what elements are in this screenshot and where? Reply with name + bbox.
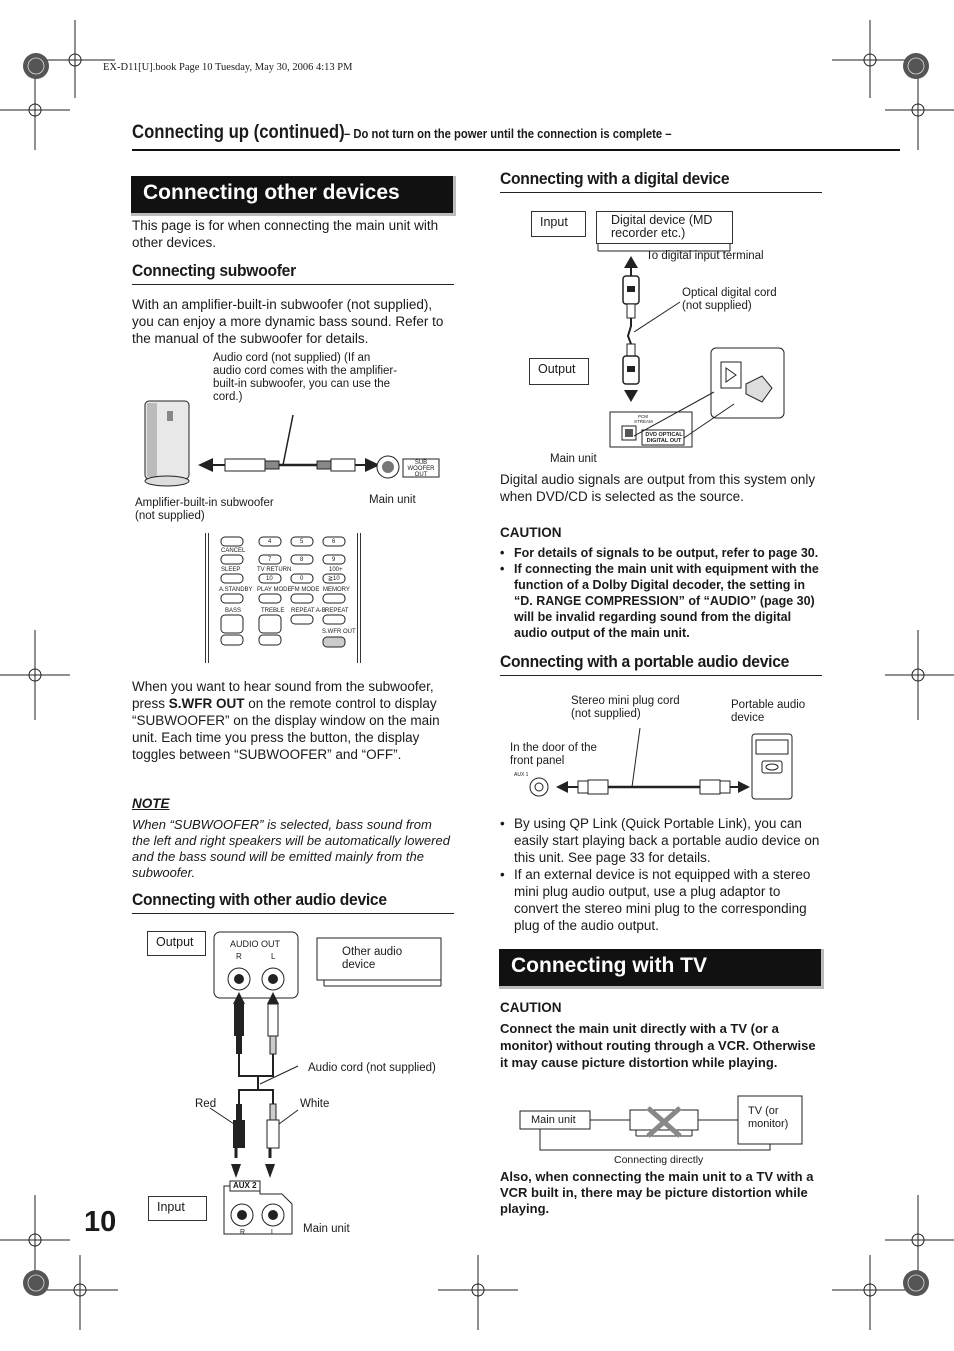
remote-label-repeat: REPEAT bbox=[325, 608, 349, 614]
digital-caution-list bbox=[500, 545, 825, 641]
remote-label-sleep: SLEEP bbox=[221, 567, 241, 573]
note-heading: NOTE bbox=[132, 796, 170, 811]
sub-woofer-jack-label: SUB WOOFER OUT bbox=[407, 460, 435, 478]
tv-bottom-text: Also, when connecting the main unit to a TV with a VCR built in, there may be picture distortion while playing. bbox=[500, 1169, 814, 1216]
tv-label: TV (or monitor) bbox=[748, 1105, 789, 1130]
other-device-label: Other audio device bbox=[342, 946, 403, 971]
optical-jack-label: DVD OPTICAL DIGITAL OUT bbox=[645, 432, 683, 444]
portable-item: • By using QP Link (Quick Portable Link), you can easily start playing back a portable audio device on this unit. See page 33 for details. bbox=[500, 815, 825, 866]
remote-digit-ge10: ≧10 bbox=[328, 576, 340, 582]
subwoofer-heading: Connecting subwoofer bbox=[132, 261, 454, 285]
remote-label-memory: MEMORY bbox=[323, 587, 350, 593]
aux2-label: AUX 2 bbox=[233, 1181, 257, 1190]
remote-label-treble: TREBLE bbox=[261, 608, 285, 614]
remote-label-100: 100+ bbox=[329, 567, 343, 573]
digital-device-label: Digital device (MD recorder etc.) bbox=[596, 211, 733, 244]
subwoofer-main-unit-label: Main unit bbox=[369, 494, 416, 506]
audio-out-r: R bbox=[236, 952, 242, 961]
press-text-1: When you want to hear sound from the subwoofer, press bbox=[132, 679, 434, 711]
digital-main-unit-label: Main unit bbox=[550, 453, 597, 465]
portable-item: • If an external device is not equipped with a stereo mini plug audio output, use a plug adaptor to convert the stereo mini plug to the corresponding plug of the audio output. bbox=[500, 866, 825, 934]
subwoofer-press-text bbox=[132, 678, 457, 763]
other-main-unit-label: Main unit bbox=[303, 1223, 350, 1235]
red-label: Red bbox=[195, 1098, 217, 1110]
portable-heading: Connecting with a portable audio device bbox=[500, 652, 822, 676]
tv-main-unit-label: Main unit bbox=[531, 1114, 576, 1126]
remote-label-repeat-ab: REPEAT A-B bbox=[291, 608, 326, 614]
other-audio-diagram bbox=[200, 928, 460, 1238]
subwoofer-text: With an amplifier-built-in subwoofer (not supplied), you can enjoy a more dynamic bass sound. Refer to the manual of the subwoofer for details. bbox=[132, 297, 444, 346]
remote-control bbox=[205, 533, 361, 663]
digital-heading: Connecting with a digital device bbox=[500, 169, 822, 193]
digital-diagram bbox=[590, 244, 890, 484]
pcm-label: PCM STREAM bbox=[634, 414, 653, 424]
remote-digit-0: 0 bbox=[300, 576, 304, 582]
tv-caution-text: Connect the main unit directly with a TV (or a monitor) without routing through a VCR. Otherwise it may cause picture distortion while playing. bbox=[500, 1021, 816, 1070]
digital-text: Digital audio signals are output from this system only when DVD/CD is selected as the source. bbox=[500, 472, 816, 504]
audio-out-l: L bbox=[271, 952, 276, 961]
remote-digit-8: 8 bbox=[300, 557, 304, 563]
remote-digit-9: 9 bbox=[332, 557, 336, 563]
header-subtitle: – Do not turn on the power until the connection is complete – bbox=[344, 127, 672, 141]
remote-digit-6: 6 bbox=[332, 539, 336, 545]
remote-label-fm-mode: FM MODE bbox=[291, 587, 320, 593]
remote-label-swfr-out: S.WFR OUT bbox=[322, 629, 356, 635]
digital-caution-item: • If connecting the main unit with equipment with the function of a Dolby Digital decoder, the setting in “D. RANGE COMPRESSION” of “AUDIO” (page 30) will be invalid regarding sound from the digital audio output of the main unit. bbox=[500, 561, 825, 641]
page-header bbox=[132, 122, 900, 151]
press-key: S.WFR OUT bbox=[168, 696, 245, 711]
header-title: Connecting up (continued) bbox=[132, 122, 345, 143]
tv-caution-heading: CAUTION bbox=[500, 1000, 562, 1015]
remote-label-play-mode: PLAY MODE bbox=[257, 587, 292, 593]
aux2-r: R bbox=[240, 1229, 246, 1236]
other-audio-heading: Connecting with other audio device bbox=[132, 890, 454, 914]
subwoofer-cord-label: Audio cord (not supplied) (If an audio cord comes with the amplifier-built-in subwoofer, you can use the cord.) bbox=[213, 352, 398, 403]
digital-output-label: Output bbox=[529, 358, 589, 385]
stereo-cord-label: Stereo mini plug cord (not supplied) bbox=[571, 695, 680, 720]
portable-device-label: Portable audio device bbox=[731, 699, 806, 724]
digital-caution-heading: CAUTION bbox=[500, 525, 562, 540]
other-output-label: Output bbox=[147, 931, 206, 956]
portable-diagram bbox=[520, 728, 820, 808]
subwoofer-label: Amplifier-built-in subwoofer (not supplied) bbox=[135, 497, 274, 522]
section-title-tv: Connecting with TV bbox=[499, 949, 824, 989]
terminal-label: To digital input terminal bbox=[646, 250, 764, 262]
connecting-directly-label: Connecting directly bbox=[614, 1154, 704, 1166]
white-label: White bbox=[300, 1098, 330, 1110]
remote-label-standby: A.STANDBY bbox=[219, 587, 253, 593]
remote-digit-7: 7 bbox=[268, 557, 272, 563]
remote-label-tv-return: TV RETURN bbox=[257, 567, 292, 573]
page-number: 10 bbox=[84, 1206, 117, 1238]
file-stamp: EX-D11[U].book Page 10 Tuesday, May 30, 2006 4:13 PM bbox=[103, 62, 353, 73]
press-text-2: on the remote control to display “SUBWOOFER” on the display window on the main unit. Each time you press the button, the display toggles between “SUBWOOFER” and “OFF”. bbox=[132, 696, 440, 762]
front-door-label: In the door of the front panel bbox=[510, 742, 597, 767]
remote-digit-5: 5 bbox=[300, 539, 304, 545]
remote-label-cancel: CANCEL bbox=[221, 548, 246, 554]
digital-input-label: Input bbox=[531, 211, 586, 237]
remote-digit-10: 10 bbox=[266, 576, 273, 582]
optical-cord-label: Optical digital cord (not supplied) bbox=[682, 287, 777, 312]
aux1-label: AUX 1 bbox=[514, 772, 529, 778]
digital-caution-item: • For details of signals to be output, refer to page 30. bbox=[500, 545, 825, 561]
note-text: When “SUBWOOFER” is selected, bass sound from the left and right speakers will be automatically lowered and the bass sound will be emitted mainly from the subwoofer. bbox=[132, 817, 450, 880]
other-input-label: Input bbox=[148, 1196, 207, 1221]
portable-list bbox=[500, 815, 825, 934]
aux2-l: L bbox=[271, 1229, 275, 1236]
other-cord-label: Audio cord (not supplied) bbox=[308, 1062, 436, 1074]
section-title-other-devices: Connecting other devices bbox=[131, 176, 456, 216]
audio-out-label: AUDIO OUT bbox=[230, 939, 281, 949]
intro-text: This page is for when connecting the main unit with other devices. bbox=[132, 218, 439, 250]
remote-label-bass: BASS bbox=[225, 608, 242, 614]
remote-digit-4: 4 bbox=[268, 539, 272, 545]
